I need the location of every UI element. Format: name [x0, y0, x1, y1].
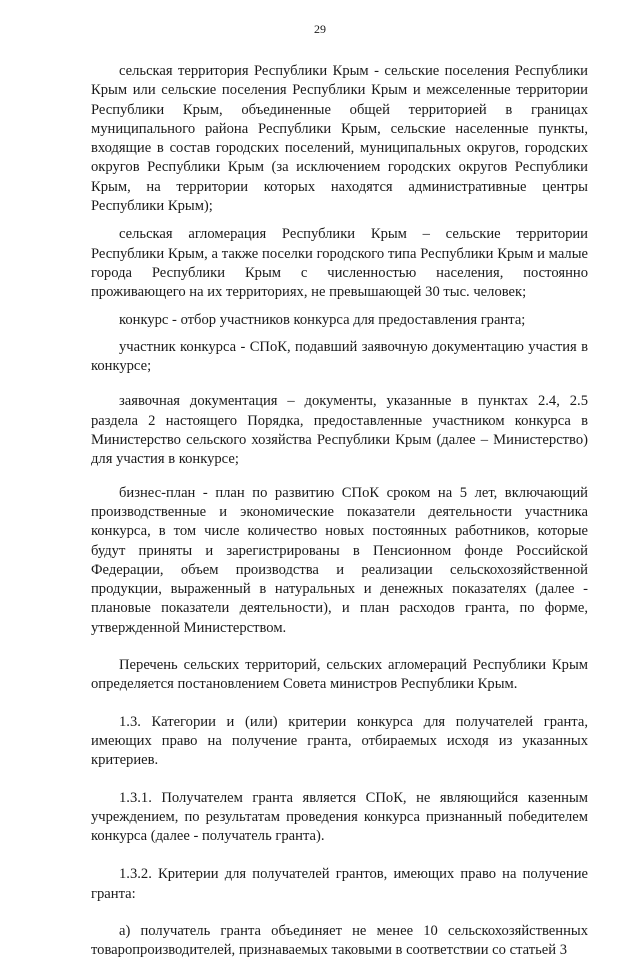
paragraph-rural-territory: сельская территория Республики Крым - сельские поселения Республики Крым или сельские поселения Республики Крым и межселенные территории Республики Крым, объединенные общей территорией в границах муниципального района Республики Крым, сельские населенные пункты, входящие в состав городских поселений, муниципальных округов, городских округов Республики Крым (за исключением городских округов Республики Крым, на территории которых находятся административные центры Республики Крым); [91, 63, 588, 215]
paragraph-section-1-3: 1.3. Категории и (или) критерии конкурса для получателей гранта, имеющих право на получение гранта, отбираемых исходя из указанных критериев. [91, 713, 588, 769]
page-number: 29 [314, 22, 326, 36]
paragraph-contest: конкурс - отбор участников конкурса для предоставления гранта; [119, 311, 526, 328]
paragraph-application-docs: заявочная документация – документы, указанные в пунктах 2.4, 2.5 раздела 2 настоящего Порядка, предоставленные участником конкурса в Министерство сельского хозяйства Республики Крым (далее – Министерство) для участия в конкурсе; [91, 393, 588, 468]
paragraph-contest-participant: участник конкурса - СПоК, подавший заявочную документацию участия в конкурсе; [91, 338, 588, 375]
paragraph-section-1-3-2: 1.3.2. Критерии для получателей грантов, имеющих право на получение гранта: [91, 866, 588, 902]
paragraph-business-plan: бизнес-план - план по развитию СПоК сроком на 5 лет, включающий производственные и экономические показатели деятельности участника конкурса, в том числе количество новых постоянных работников, которые будут приняты и зарегистрированы в Пенсионном фонде Российской Федерации, объем производства и реализации сельскохозяйственной продукции, выраженный в натуральных и денежных показателях (далее - плановые показатели деятельности), и план расходов гранта, по форме, утвержденной Министерством. [91, 484, 588, 636]
paragraph-territory-list: Перечень сельских территорий, сельских агломераций Республики Крым определяется постановлением Совета министров Республики Крым. [91, 657, 588, 693]
document-body [91, 62, 588, 961]
paragraph-criterion-a: а) получатель гранта объединяет не менее 10 сельскохозяйственных товаропроизводителей, признаваемых таковыми в соответствии со статьей 3 [91, 922, 588, 959]
paragraph-rural-agglomeration: сельская агломерация Республики Крым – сельские территории Республики Крым, а также поселки городского типа Республики Крым и малые города Республики Крым с численностью населения, постоянно проживающего на их территориях, не превышающей 30 тыс. человек; [91, 226, 588, 301]
paragraph-section-1-3-1: 1.3.1. Получателем гранта является СПоК, не являющийся казенным учреждением, по результатам проведения конкурса признанный победителем конкурса (далее - получатель гранта). [91, 789, 588, 845]
